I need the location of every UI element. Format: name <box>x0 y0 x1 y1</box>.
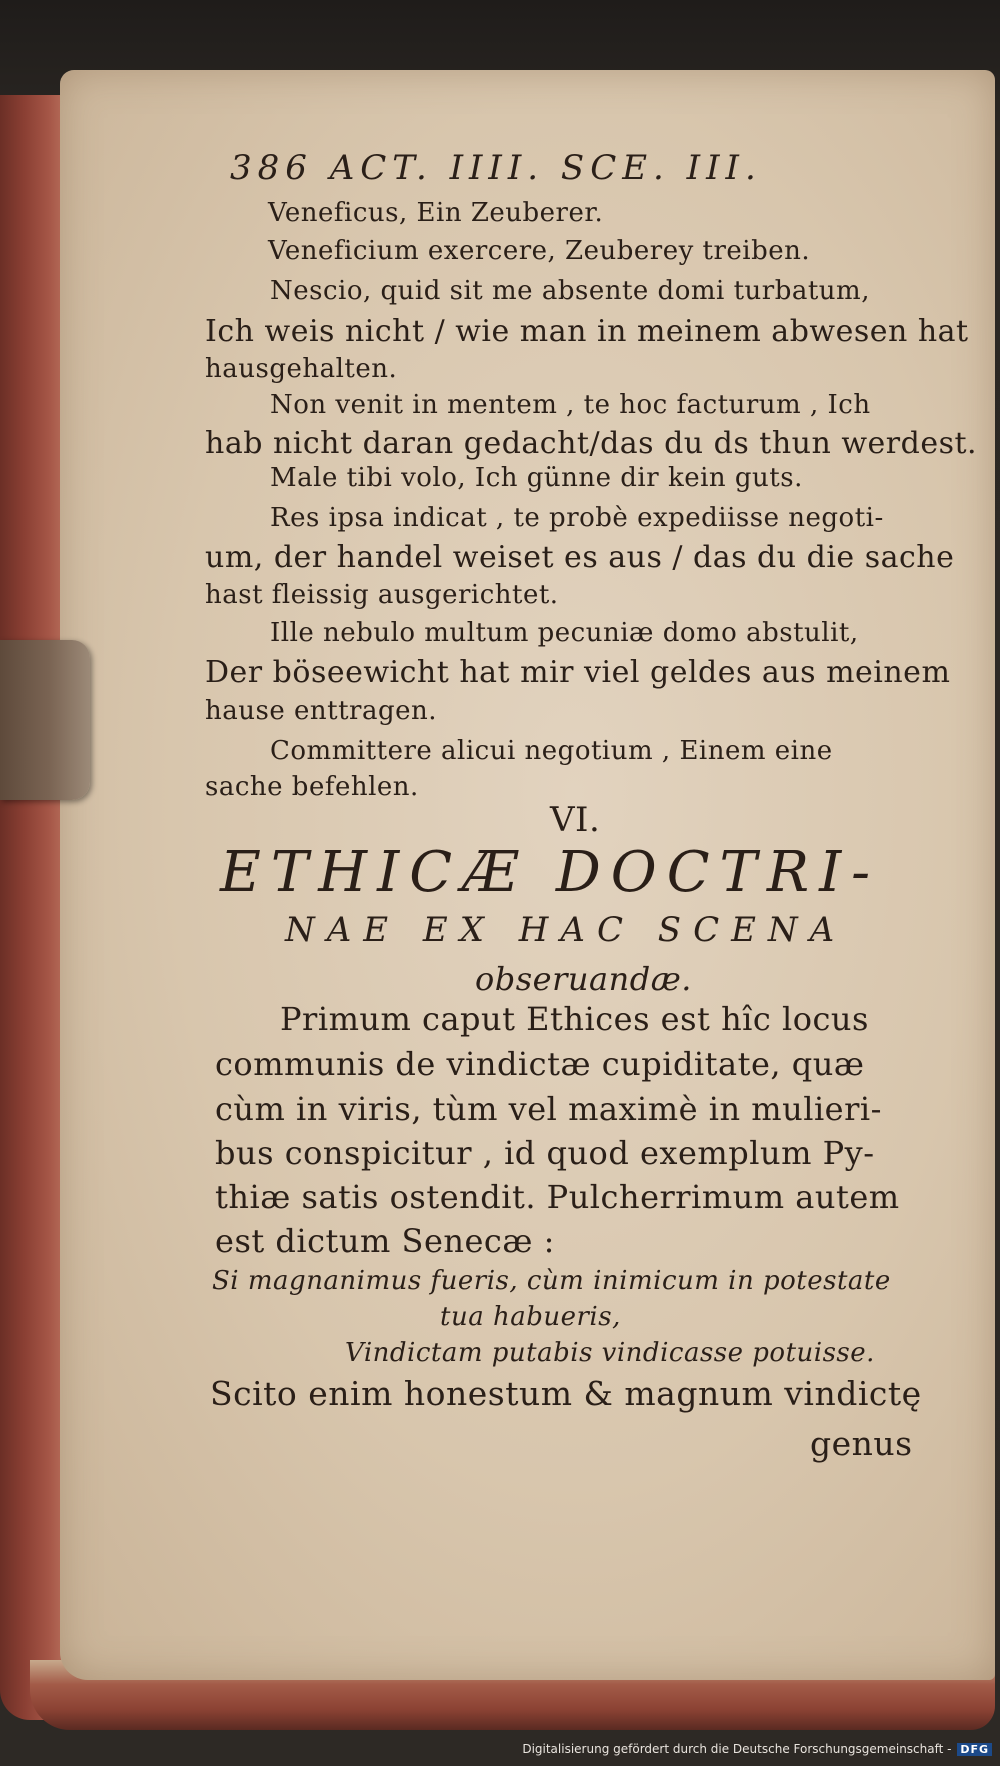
text-line: um, der handel weiset es aus / das du die sache <box>205 540 955 575</box>
text-line: hast fleissig ausgerichtet. <box>205 580 559 610</box>
text-line: hausgehalten. <box>205 354 398 384</box>
body-line: cùm in viris, tùm vel maximè in mulieri- <box>215 1090 882 1128</box>
quote-line: Vindictam putabis vindicasse potuisse. <box>345 1338 875 1368</box>
credit-text: Digitalisierung gefördert durch die Deutsche Forschungsgemeinschaft - <box>522 1742 952 1756</box>
text-line: Male tibi volo, Ich günne dir kein guts. <box>270 463 803 493</box>
text-line: hab nicht daran gedacht/das du ds thun werdest. <box>205 426 978 461</box>
text-line: Committere alicui negotium , Einem eine <box>270 736 833 766</box>
body-line: thiæ satis ostendit. Pulcherrimum autem <box>215 1178 900 1216</box>
text-line: Non venit in mentem , te hoc facturum , Ich <box>270 390 871 420</box>
body-line: bus conspicitur , id quod exemplum Py- <box>215 1134 875 1172</box>
body-line: communis de vindictæ cupiditate, quæ <box>215 1045 865 1083</box>
digitization-credit <box>522 1742 992 1756</box>
section-title: ETHICÆ DOCTRI- <box>220 840 881 905</box>
body-line: Scito enim honestum & magnum vindictę <box>210 1374 922 1413</box>
text-line: Der böseewicht hat mir viel geldes aus meinem <box>205 655 951 690</box>
running-header: 386 ACT. IIII. SCE. III. <box>230 148 762 188</box>
quote-line: Si magnanimus fueris, cùm inimicum in potestate <box>212 1266 891 1296</box>
section-title: NAE EX HAC SCENA <box>285 910 847 950</box>
text-line: Veneficium exercere, Zeuberey treiben. <box>268 236 811 266</box>
catchword: genus <box>810 1424 913 1463</box>
text-line: Nescio, quid sit me absente domi turbatum, <box>270 276 870 306</box>
text-line: hause enttragen. <box>205 696 437 726</box>
dfg-logo: DFG <box>957 1743 992 1756</box>
text-line: Ich weis nicht / wie man in meinem abwesen hat <box>205 314 969 349</box>
page-clip <box>0 640 90 800</box>
text-line: Ille nebulo multum pecuniæ domo abstulit, <box>270 618 859 648</box>
body-line: Primum caput Ethices est hîc locus <box>280 1000 869 1038</box>
text-line: sache befehlen. <box>205 772 419 802</box>
section-subtitle: obseruandæ. <box>475 960 692 998</box>
text-line: Veneficus, Ein Zeuberer. <box>268 198 604 228</box>
section-number: VI. <box>550 800 601 840</box>
body-line: est dictum Senecæ : <box>215 1222 555 1260</box>
quote-line: tua habueris, <box>440 1302 621 1332</box>
text-line: Res ipsa indicat , te probè expediisse negoti- <box>270 503 884 533</box>
